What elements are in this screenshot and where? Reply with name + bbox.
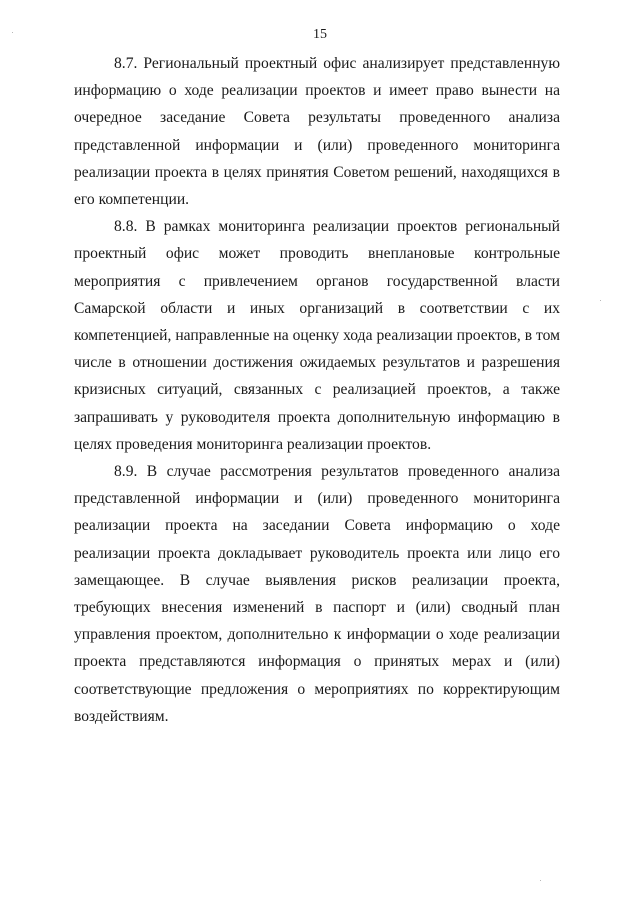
paragraph-8-9: 8.9. В случае рассмотрения результатов проведенного анализа представленной информации и (или) проведенного мониторинга реализации проекта на заседании Совета информацию о ходе реализации проекта докладывает руководитель проекта или лицо его замещающее. В случае выявления рисков реализации проекта, требующих внесения изменений в паспорт и (или) сводный план управления проектом, дополнительно к информации о ходе реализации проекта представляются информация о принятых мерах и (или) соответствующие предложения о мероприятиях по корректирующим воздействиям. (74, 463, 560, 725)
scan-speck (600, 300, 601, 301)
paragraph-8-8: 8.8. В рамках мониторинга реализации проектов региональный проектный офис может проводить внеплановые контрольные мероприятия с привлечением органов государственной власти Самарской области и иных организаций в соответствии с их компетенцией, направленные на оценку хода реализации проектов, в том числе в отношении достижения ожидаемых результатов и разрешения кризисных ситуаций, связанных с реализацией проектов, а также запрашивать у руководителя проекта дополнительную информацию в целях проведения мониторинга реализации проектов. (74, 218, 560, 453)
scan-speck (12, 32, 13, 33)
page-number: 15 (313, 27, 327, 42)
document-body (74, 50, 560, 730)
scan-speck (540, 880, 541, 881)
paragraph-8-7: 8.7. Региональный проектный офис анализирует представленную информацию о ходе реализации проектов и имеет право вынести на очередное заседание Совета результаты проведенного анализа представленной информации и (или) проведенного мониторинга реализации проекта в целях принятия Советом решений, находящихся в его компетенции. (74, 55, 560, 209)
